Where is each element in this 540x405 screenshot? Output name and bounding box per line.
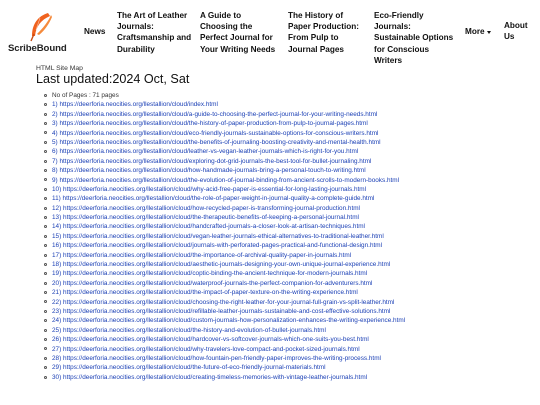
sitemap-link[interactable]: https://deerforia.neocities.org/llestallion/cloud/the-benefits-of-journaling-boosting-creativity-and-mental-health.html bbox=[59, 138, 381, 146]
sitemap-link[interactable]: https://deerforia.neocities.org/llestallion/cloud/vegan-leather-journals-ethical-alternatives-to-traditional-leather.html bbox=[63, 232, 384, 240]
list-item bbox=[44, 363, 405, 372]
list-item-number: 17) bbox=[52, 251, 62, 259]
list-item-number: 20) bbox=[52, 279, 62, 287]
list-item-number: 13) bbox=[52, 214, 62, 222]
sitemap-link[interactable]: https://deerforia.neocities.org/llestallion/cloud/custom-journals-how-personalization-enhances-the-writing-experience.html bbox=[63, 317, 406, 325]
list-item bbox=[44, 288, 405, 297]
sitemap-link[interactable]: https://deerforia.neocities.org/llestallion/cloud/waterproof-journals-the-perfect-companion-for-adventurers.html bbox=[63, 279, 373, 287]
sitemap-link[interactable]: https://deerforia.neocities.org/llestallion/cloud/choosing-the-right-leather-for-your-journal-full-grain-vs-split-leather.html bbox=[63, 298, 395, 306]
sitemap-link[interactable]: https://deerforia.neocities.org/llestallion/cloud/the-importance-of-archival-quality-paper-in-journals.html bbox=[63, 251, 352, 259]
list-item-number: 27) bbox=[52, 345, 62, 353]
quill-logo-icon bbox=[26, 12, 56, 42]
list-item-number: 22) bbox=[52, 298, 62, 306]
brand-name: ScribeBound bbox=[8, 43, 67, 54]
sitemap-link[interactable]: https://deerforia.neocities.org/llestallion/cloud/the-history-of-paper-production-from-pulp-to-journal-pages.html bbox=[59, 120, 368, 128]
list-item bbox=[44, 119, 405, 128]
list-item bbox=[44, 147, 405, 156]
nav-choosing-journal[interactable]: A Guide to Choosing the Perfect Journal for Your Writing Needs bbox=[200, 11, 276, 54]
sitemap-link[interactable]: https://deerforia.neocities.org/llestallion/cloud/the-history-and-evolution-of-bullet-journals.html bbox=[63, 326, 326, 334]
sitemap-link[interactable]: https://deerforia.neocities.org/llestallion/cloud/refillable-leather-journals-sustainable-and-cost-effective-solutions.html bbox=[63, 307, 391, 315]
list-item-number: 25) bbox=[52, 326, 62, 334]
sitemap-link[interactable]: https://deerforia.neocities.org/llestallion/cloud/coptic-binding-the-ancient-technique-for-modern-journals.html bbox=[63, 270, 368, 278]
sitemap-link[interactable]: https://deerforia.neocities.org/llestallion/cloud/why-acid-free-paper-is-essential-for-long-lasting-journals.html bbox=[63, 185, 367, 193]
list-item-number: 26) bbox=[52, 336, 62, 344]
list-item bbox=[44, 298, 405, 307]
page-title: Last updated:2024 Oct, Sat bbox=[36, 72, 190, 86]
list-item bbox=[44, 260, 405, 269]
list-item-number: 6) bbox=[52, 148, 58, 156]
sitemap-link[interactable]: https://deerforia.neocities.org/llestallion/cloud/creating-timeless-memories-with-vintage-leather-journals.html bbox=[63, 373, 368, 381]
page-count: No of Pages : 71 pages bbox=[44, 91, 405, 100]
list-item-number: 7) bbox=[52, 157, 58, 165]
list-item-number: 1) bbox=[52, 101, 58, 109]
sitemap-list bbox=[44, 91, 405, 382]
list-item-number: 16) bbox=[52, 242, 62, 250]
list-item bbox=[44, 138, 405, 147]
list-item bbox=[44, 157, 405, 166]
list-item-number: 2) bbox=[52, 110, 58, 118]
list-item-number: 24) bbox=[52, 317, 62, 325]
list-item bbox=[44, 269, 405, 278]
nav-eco-friendly[interactable]: Eco-Friendly Journals: Sustainable Options for Conscious Writers bbox=[374, 11, 454, 65]
list-item bbox=[44, 345, 405, 354]
list-item bbox=[44, 166, 405, 175]
list-item bbox=[44, 316, 405, 325]
brand-logo-link[interactable] bbox=[8, 12, 74, 56]
list-item bbox=[44, 241, 405, 250]
list-item bbox=[44, 176, 405, 185]
sitemap-link[interactable]: https://deerforia.neocities.org/llestallion/cloud/how-handmade-journals-bring-a-personal-touch-to-writing.html bbox=[59, 167, 366, 175]
nav-more-label: More bbox=[465, 27, 485, 36]
list-item-number: 10) bbox=[52, 185, 62, 193]
sitemap-link[interactable]: https://deerforia.neocities.org/llestallion/cloud/index.html bbox=[59, 101, 218, 109]
sitemap-label: HTML Site Map bbox=[36, 65, 83, 72]
list-item bbox=[44, 326, 405, 335]
list-item-number: 19) bbox=[52, 270, 62, 278]
nav-leather-journals[interactable]: The Art of Leather Journals: Craftsmanship and Durability bbox=[117, 11, 192, 54]
sitemap-link[interactable]: https://deerforia.neocities.org/llestallion/cloud/aesthetic-journals-designing-your-own-unique-journal-experience.html bbox=[63, 261, 391, 269]
list-item-number: 3) bbox=[52, 120, 58, 128]
sitemap-link[interactable]: https://deerforia.neocities.org/llestallion/cloud/handcrafted-journals-a-closer-look-at-artisan-techniques.html bbox=[63, 223, 365, 231]
sitemap-link[interactable]: https://deerforia.neocities.org/llestallion/cloud/how-recycled-paper-is-transforming-journal-production.html bbox=[63, 204, 360, 212]
list-item bbox=[44, 373, 405, 382]
list-item bbox=[44, 354, 405, 363]
list-item bbox=[44, 185, 405, 194]
sitemap-link[interactable]: https://deerforia.neocities.org/llestallion/cloud/how-fountain-pen-friendly-paper-improves-the-writing-process.html bbox=[63, 354, 381, 362]
list-item bbox=[44, 213, 405, 222]
sitemap-link[interactable]: https://deerforia.neocities.org/llestallion/cloud/why-travelers-love-compact-and-pocket-sized-journals.html bbox=[63, 345, 360, 353]
list-item-number: 30) bbox=[52, 373, 62, 381]
list-item-number: 14) bbox=[52, 223, 62, 231]
sitemap-link[interactable]: https://deerforia.neocities.org/llestallion/cloud/the-future-of-eco-friendly-journal-materials.html bbox=[63, 364, 326, 372]
list-item bbox=[44, 335, 405, 344]
list-item-number: 5) bbox=[52, 138, 58, 146]
nav-more-dropdown[interactable] bbox=[465, 26, 491, 37]
list-item bbox=[44, 129, 405, 138]
list-item-number: 9) bbox=[52, 176, 58, 184]
list-item bbox=[44, 222, 405, 231]
list-item bbox=[44, 110, 405, 119]
chevron-down-icon bbox=[487, 31, 491, 34]
list-item-number: 28) bbox=[52, 354, 62, 362]
sitemap-link[interactable]: https://deerforia.neocities.org/llestallion/cloud/the-evolution-of-journal-binding-from-ancient-scrolls-to-modern-books.html bbox=[59, 176, 400, 184]
nav-paper-history[interactable]: The History of Paper Production: From Pulp to Journal Pages bbox=[288, 11, 359, 54]
list-item-number: 18) bbox=[52, 261, 62, 269]
nav-about-us[interactable]: About Us bbox=[504, 21, 528, 42]
list-item bbox=[44, 204, 405, 213]
list-item-number: 23) bbox=[52, 307, 62, 315]
sitemap-link[interactable]: https://deerforia.neocities.org/llestallion/cloud/the-impact-of-paper-texture-on-the-writing-experience.html bbox=[63, 289, 358, 297]
sitemap-link[interactable]: https://deerforia.neocities.org/llestallion/cloud/the-role-of-paper-weight-in-journal-quality-a-complete-guide.html bbox=[62, 195, 375, 203]
list-item-number: 12) bbox=[52, 204, 62, 212]
list-item-number: 8) bbox=[52, 167, 58, 175]
list-item-number: 29) bbox=[52, 364, 62, 372]
nav-news[interactable]: News bbox=[84, 27, 106, 36]
sitemap-link[interactable]: https://deerforia.neocities.org/llestallion/cloud/exploring-dot-grid-journals-the-best-tool-for-bullet-journaling.html bbox=[59, 157, 372, 165]
list-item bbox=[44, 307, 405, 316]
sitemap-link[interactable]: https://deerforia.neocities.org/llestallion/cloud/a-guide-to-choosing-the-perfect-journal-for-your-writing-needs.html bbox=[59, 110, 378, 118]
list-item bbox=[44, 100, 405, 109]
list-item-number: 11) bbox=[52, 195, 61, 203]
sitemap-link[interactable]: https://deerforia.neocities.org/llestallion/cloud/eco-friendly-journals-sustainable-options-for-conscious-writers.html bbox=[59, 129, 379, 137]
sitemap-link[interactable]: https://deerforia.neocities.org/llestallion/cloud/the-therapeutic-benefits-of-keeping-a-personal-journal.html bbox=[63, 214, 359, 222]
site-header bbox=[0, 0, 540, 65]
list-item bbox=[44, 194, 405, 203]
sitemap-link[interactable]: https://deerforia.neocities.org/llestallion/cloud/hardcover-vs-softcover-journals-which-one-suits-you-best.html bbox=[63, 336, 369, 344]
list-item bbox=[44, 279, 405, 288]
list-item-number: 15) bbox=[52, 232, 62, 240]
list-item-number: 4) bbox=[52, 129, 58, 137]
list-item-number: 21) bbox=[52, 289, 62, 297]
sitemap-link[interactable]: https://deerforia.neocities.org/llestallion/cloud/leather-vs-vegan-leather-journals-which-is-right-for-you.html bbox=[59, 148, 359, 156]
sitemap-link[interactable]: https://deerforia.neocities.org/llestallion/cloud/journals-with-perforated-pages-practical-and-functional-design.html bbox=[63, 242, 383, 250]
list-item bbox=[44, 251, 405, 260]
list-item bbox=[44, 232, 405, 241]
